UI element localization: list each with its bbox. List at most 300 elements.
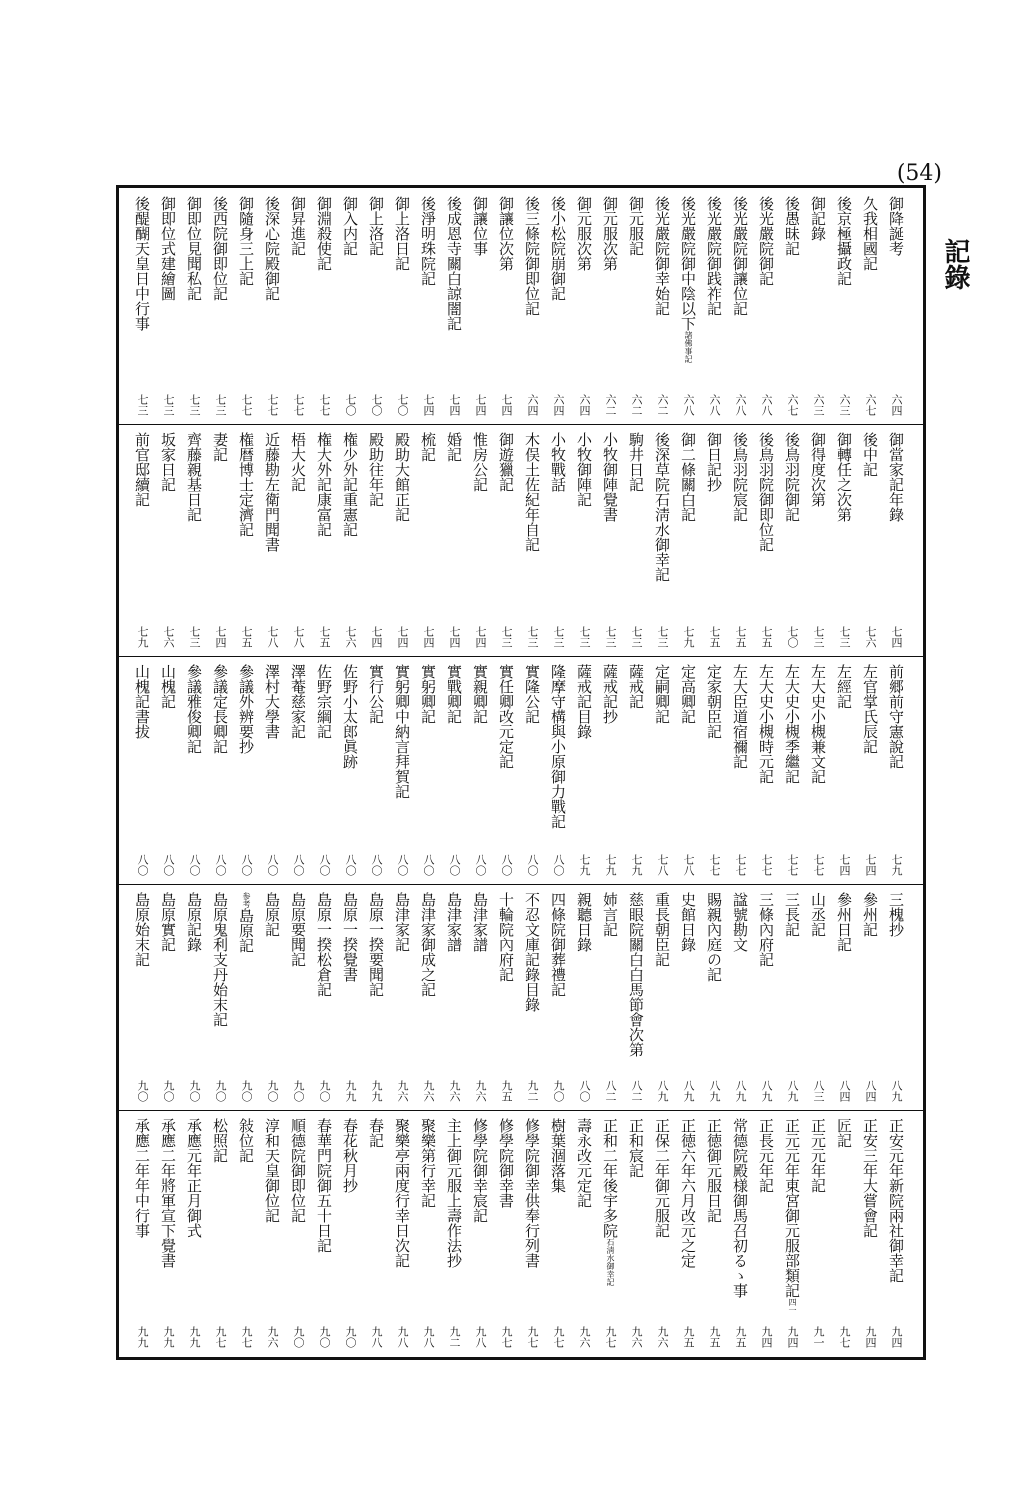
entry-title — [678, 432, 698, 624]
entry-title — [288, 664, 308, 852]
entry-title — [184, 892, 204, 1078]
entry-page-number: 七八 — [292, 626, 305, 648]
entry-page-number: 七九 — [682, 626, 695, 648]
entry-title-text: 諡號勘文 — [731, 892, 749, 952]
entry-title-text: 實隆公記 — [523, 664, 541, 724]
entry-title-text: 左大史小槻兼文記 — [809, 664, 827, 784]
entry-title — [522, 1118, 542, 1324]
entry-title-text: 御即位見聞私記 — [185, 196, 203, 301]
entry-page-number: 七四 — [422, 394, 435, 416]
entry-title — [210, 892, 230, 1078]
entry-title — [288, 1118, 308, 1324]
entry-title-text: 正安三年大嘗會記 — [861, 1118, 879, 1238]
entry-title — [782, 1118, 802, 1324]
entry-title-text: 左大史小槻季繼記 — [783, 664, 801, 784]
entry-page-number: 八四 — [864, 1080, 877, 1102]
entry-title-text: 左經記 — [835, 664, 853, 709]
entry-title-text: 春記 — [367, 1118, 385, 1148]
entry-title — [210, 432, 230, 624]
entry-title-text: 惟房公記 — [471, 432, 489, 492]
entry-page-number: 九〇 — [266, 1080, 279, 1102]
entry-page-number: 七七 — [318, 394, 331, 416]
entry-page-number: 八〇 — [344, 854, 357, 876]
entry-page-number: 六三 — [838, 394, 851, 416]
entry-page-number: 八九 — [708, 1080, 721, 1102]
entry-title-text: 佐野小太郎眞跡 — [341, 664, 359, 769]
entry-title-text: 御降誕考 — [887, 196, 905, 256]
entry-page-number: 九四 — [760, 1326, 773, 1348]
entry-title — [444, 432, 464, 624]
entry-page-number: 七三 — [526, 626, 539, 648]
entry-page-number: 七三 — [812, 626, 825, 648]
entry-page-number: 七五 — [240, 626, 253, 648]
entry-title — [886, 432, 906, 624]
entry-title-text: 敍位記 — [237, 1118, 255, 1163]
entry-title — [314, 892, 334, 1078]
entry-title-text: 春華門院御五十日記 — [315, 1118, 333, 1253]
entry-title — [626, 892, 646, 1078]
entry-page-number: 八〇 — [500, 854, 513, 876]
entry-title — [158, 892, 178, 1078]
entry-page-number: 九〇 — [552, 1080, 565, 1102]
entry-page-number: 九七 — [526, 1326, 539, 1348]
entry-title-text: 慈眼院關白白馬節會次第 — [627, 892, 645, 1057]
entry-title-text: 實行公記 — [367, 664, 385, 724]
entry-title-text: 正長元年記 — [757, 1118, 775, 1193]
entry-title-text: 島原一揆松倉記 — [315, 892, 333, 997]
entry-title — [366, 664, 386, 852]
entry-page-number: 七四 — [448, 394, 461, 416]
entry-title — [782, 892, 802, 1078]
entry-title — [262, 664, 282, 852]
entry-title — [678, 196, 698, 392]
entry-title — [678, 664, 698, 852]
entry-title — [704, 196, 724, 392]
entry-title-text: 承應二年年中行事 — [133, 1118, 151, 1238]
entry-title-text: 匠記 — [835, 1118, 853, 1148]
entry-title-text: 御記錄 — [809, 196, 827, 241]
entry-title — [418, 196, 438, 392]
entry-page-number: 七四 — [448, 626, 461, 648]
entry-page-number: 九六 — [578, 1326, 591, 1348]
entry-page-number: 七六 — [864, 626, 877, 648]
entry-title-text: 島原記 — [237, 908, 255, 953]
entry-title-text: 久我相國記 — [861, 196, 879, 271]
entry-page-number: 八〇 — [552, 854, 565, 876]
entry-title — [496, 432, 516, 624]
entry-title — [210, 664, 230, 852]
entry-title — [184, 664, 204, 852]
entry-title — [262, 432, 282, 624]
entry-page-number: 九九 — [344, 1080, 357, 1102]
entry-page-number: 七四 — [500, 394, 513, 416]
entry-title-text: 實任卿改元定記 — [497, 664, 515, 769]
entry-title — [600, 432, 620, 624]
entry-title — [262, 1118, 282, 1324]
entry-page-number: 九〇 — [240, 1080, 253, 1102]
entry-title-text: 春花秋月抄 — [341, 1118, 359, 1193]
entry-page-number: 六八 — [682, 394, 695, 416]
entry-title — [886, 196, 906, 392]
entry-title — [574, 196, 594, 392]
entry-page-number: 七三 — [136, 394, 149, 416]
entry-page-number: 七三 — [604, 626, 617, 648]
entry-title — [756, 1118, 776, 1324]
entry-page-number: 九八 — [422, 1326, 435, 1348]
entry-page-number: 九六 — [474, 1080, 487, 1102]
entry-title-text: 重長朝臣記 — [653, 892, 671, 967]
band-divider — [116, 1110, 926, 1111]
entry-page-number: 七七 — [240, 394, 253, 416]
entry-title-text: 島原記錄 — [185, 892, 203, 952]
entry-title-text: 樹葉涸落集 — [549, 1118, 567, 1193]
entry-page-number: 七七 — [266, 394, 279, 416]
entry-title — [288, 432, 308, 624]
entry-page-number: 九七 — [552, 1326, 565, 1348]
entry-title-text: 島原鬼利支丹始末記 — [211, 892, 229, 1027]
entry-title-text: 後鳥羽院御記 — [783, 432, 801, 522]
entry-page-number: 七五 — [708, 626, 721, 648]
entry-page-number: 八九 — [760, 1080, 773, 1102]
entry-title — [392, 196, 412, 392]
entry-title — [392, 1118, 412, 1324]
entry-page-number: 九〇 — [292, 1326, 305, 1348]
entry-title-text: 御日記抄 — [705, 432, 723, 492]
entry-title-text: 正和宸記 — [627, 1118, 645, 1178]
entry-page-number: 八〇 — [188, 854, 201, 876]
entry-title — [340, 664, 360, 852]
entry-title — [808, 196, 828, 392]
entry-title-text: 左大臣道宿禰記 — [731, 664, 749, 769]
entry-title — [756, 892, 776, 1078]
entry-page-number: 七三 — [500, 626, 513, 648]
entry-title — [678, 1118, 698, 1324]
entry-title — [860, 1118, 880, 1324]
entry-title — [886, 1118, 906, 1324]
entry-title — [756, 196, 776, 392]
entry-title-text: 島原始末記 — [133, 892, 151, 967]
entry-title-text: 實戰卿記 — [445, 664, 463, 724]
entry-page-number: 八九 — [890, 1080, 903, 1102]
entry-title — [236, 196, 256, 392]
entry-title — [158, 664, 178, 852]
entry-title-text: 正保二年御元服記 — [653, 1118, 671, 1238]
entry-page-number: 七七 — [708, 854, 721, 876]
entry-page-number: 九〇 — [318, 1326, 331, 1348]
entry-title-prefix: 参考 — [242, 892, 251, 908]
entry-page-number: 七八 — [266, 626, 279, 648]
entry-title-text: 権大外記康富記 — [315, 432, 333, 537]
entry-title — [548, 432, 568, 624]
entry-page-number: 八二 — [630, 1080, 643, 1102]
band-divider — [116, 424, 926, 425]
entry-page-number: 九〇 — [214, 1080, 227, 1102]
entry-page-number: 六二 — [604, 394, 617, 416]
entry-title — [730, 432, 750, 624]
entry-title — [548, 664, 568, 852]
entry-page-number: 八九 — [734, 1080, 747, 1102]
entry-title-text: 後西院御即位記 — [211, 196, 229, 301]
entry-title-text: 島原一揆要聞記 — [367, 892, 385, 997]
entry-page-number: 七三 — [552, 626, 565, 648]
entry-title-text: 不忍文庫記錄目錄 — [523, 892, 541, 1012]
entry-title — [366, 892, 386, 1078]
entry-title-text: 山槐記書拔 — [133, 664, 151, 739]
entry-title-text: 後光嚴院御践祚記 — [705, 196, 723, 316]
entry-title — [834, 432, 854, 624]
entry-page-number: 九〇 — [318, 1080, 331, 1102]
entry-title — [470, 664, 490, 852]
entry-page-number: 七〇 — [786, 626, 799, 648]
entry-page-number: 七四 — [474, 394, 487, 416]
entry-title — [392, 432, 412, 624]
entry-title-text: 権暦博士定濟記 — [237, 432, 255, 537]
entry-title-text: 御二條關白記 — [679, 432, 697, 522]
entry-page-number: 七〇 — [370, 394, 383, 416]
entry-page-number: 八〇 — [318, 854, 331, 876]
entry-page-number: 九五 — [500, 1080, 513, 1102]
entry-title — [210, 1118, 230, 1324]
entry-title-text: 松照記 — [211, 1118, 229, 1163]
entry-title — [730, 892, 750, 1078]
entry-title-text: 修學院御幸書 — [497, 1118, 515, 1208]
entry-page-number: 九九 — [162, 1326, 175, 1348]
entry-title-text: 御昇進記 — [289, 196, 307, 256]
entry-page-number: 七九 — [136, 626, 149, 648]
entry-title — [366, 432, 386, 624]
entry-page-number: 九五 — [708, 1326, 721, 1348]
band-divider — [116, 656, 926, 657]
entry-page-number: 七六 — [344, 626, 357, 648]
entry-title-text: 實躬卿記 — [419, 664, 437, 724]
entry-title-text: 薩戒記目錄 — [575, 664, 593, 739]
entry-title-text: 御元服記 — [627, 196, 645, 256]
entry-title-text: 壽永改元定記 — [575, 1118, 593, 1208]
entry-page-number: 七四 — [422, 626, 435, 648]
entry-title-text: 島原一揆覺書 — [341, 892, 359, 982]
entry-title — [236, 664, 256, 852]
entry-title-text: 正元元年東宮御元服部類記 — [783, 1118, 801, 1298]
entry-page-number: 九〇 — [188, 1080, 201, 1102]
entry-title-text: 小牧御陣記 — [575, 432, 593, 507]
entry-title-text: 承應元年正月御式 — [185, 1118, 203, 1238]
entry-page-number: 八三 — [812, 1080, 825, 1102]
entry-title-text: 左大史小槻時元記 — [757, 664, 775, 784]
entry-title — [730, 196, 750, 392]
entry-title-text: 定高卿記 — [679, 664, 697, 724]
entry-page-number: 九四 — [890, 1326, 903, 1348]
entry-page-number: 七四 — [890, 626, 903, 648]
entry-title — [470, 1118, 490, 1324]
entry-title-text: 正安元年新院兩社御幸記 — [887, 1118, 905, 1283]
entry-title-text: 御淵殺使記 — [315, 196, 333, 271]
entry-title — [262, 196, 282, 392]
entry-page-number: 七五 — [760, 626, 773, 648]
entry-page-number: 八〇 — [370, 854, 383, 876]
entry-page-number: 七四 — [864, 854, 877, 876]
entry-title-extra: 四一 — [788, 1298, 797, 1314]
entry-title-text: 後三條院御即位記 — [523, 196, 541, 316]
entry-page-number: 七四 — [474, 626, 487, 648]
entry-page-number: 九八 — [370, 1326, 383, 1348]
entry-title — [184, 432, 204, 624]
entry-page-number: 八九 — [656, 1080, 669, 1102]
entry-page-number: 八〇 — [214, 854, 227, 876]
entry-title-text: 淳和天皇御位記 — [263, 1118, 281, 1223]
entry-title — [574, 892, 594, 1078]
entry-page-number: 九四 — [786, 1326, 799, 1348]
entry-title-text: 修學院御幸宸記 — [471, 1118, 489, 1223]
entry-title — [626, 1118, 646, 1324]
entry-title — [314, 1118, 334, 1324]
entry-title-text: 前郷前守憲說記 — [887, 664, 905, 769]
entry-title — [574, 1118, 594, 1324]
entry-title-text: 三條內府記 — [757, 892, 775, 967]
entry-title-text: 後深心院殿御記 — [263, 196, 281, 301]
entry-title-text: 四條院御葬禮記 — [549, 892, 567, 997]
entry-page-number: 七四 — [214, 626, 227, 648]
entry-title — [158, 1118, 178, 1324]
entry-page-number: 七八 — [656, 854, 669, 876]
entry-title-text: 十輪院內府記 — [497, 892, 515, 982]
entry-title-text: 後成恩寺關白諒闇記 — [445, 196, 463, 331]
entry-title-text: 御隨身三上記 — [237, 196, 255, 286]
entry-page-number: 九二 — [448, 1326, 461, 1348]
entry-title-text: 御讓位次第 — [497, 196, 515, 271]
entry-page-number: 七三 — [188, 626, 201, 648]
entry-title-text: 後鳥羽院宸記 — [731, 432, 749, 522]
page-number: (54) — [896, 161, 942, 186]
entry-title — [652, 1118, 672, 1324]
entry-title-text: 聚樂亭兩度行幸日次記 — [393, 1118, 411, 1268]
entry-page-number: 六四 — [890, 394, 903, 416]
entry-page-number: 九〇 — [162, 1080, 175, 1102]
entry-title — [886, 892, 906, 1078]
entry-title-text: 婚記 — [445, 432, 463, 462]
entry-page-number: 八〇 — [266, 854, 279, 876]
entry-page-number: 九八 — [396, 1326, 409, 1348]
entry-title — [704, 432, 724, 624]
entry-title — [444, 892, 464, 1078]
entry-title — [808, 892, 828, 1078]
entry-page-number: 六八 — [760, 394, 773, 416]
entry-title — [886, 664, 906, 852]
entry-title-text: 姉言記 — [601, 892, 619, 937]
entry-page-number: 七三 — [630, 626, 643, 648]
entry-title-text: 薩戒記 — [627, 664, 645, 709]
entry-title — [340, 432, 360, 624]
entry-title — [184, 1118, 204, 1324]
entry-title — [834, 196, 854, 392]
entry-page-number: 七九 — [630, 854, 643, 876]
entry-page-number: 六三 — [812, 394, 825, 416]
entry-page-number: 六七 — [864, 394, 877, 416]
entry-page-number: 八九 — [682, 1080, 695, 1102]
entry-title-text: 島原實記 — [159, 892, 177, 952]
entry-title-text: 梳記 — [419, 432, 437, 462]
entry-title — [704, 892, 724, 1078]
entry-page-number: 九九 — [136, 1326, 149, 1348]
entry-page-number: 七〇 — [344, 394, 357, 416]
entry-page-number: 九五 — [682, 1326, 695, 1348]
entry-title-text: 島津家記 — [393, 892, 411, 952]
entry-title-text: 権少外記重憲記 — [341, 432, 359, 537]
entry-page-number: 六四 — [552, 394, 565, 416]
entry-title — [782, 664, 802, 852]
entry-title — [184, 196, 204, 392]
entry-title-text: 駒井日記 — [627, 432, 645, 492]
entry-title — [808, 664, 828, 852]
entry-title-text: 御讓位事 — [471, 196, 489, 256]
entry-page-number: 七七 — [812, 854, 825, 876]
entry-page-number: 七九 — [578, 854, 591, 876]
entry-title — [522, 892, 542, 1078]
entry-title-text: 御遊獵記 — [497, 432, 515, 492]
entry-page-number: 七九 — [604, 854, 617, 876]
entry-title — [834, 892, 854, 1078]
entry-title-text: 後光嚴院御讓位記 — [731, 196, 749, 316]
entry-page-number: 七九 — [890, 854, 903, 876]
entry-title — [288, 892, 308, 1078]
entry-title — [210, 196, 230, 392]
entry-title-text: 參州日記 — [835, 892, 853, 952]
entry-page-number: 九一 — [812, 1326, 825, 1348]
entry-page-number: 七四 — [838, 854, 851, 876]
entry-title-text: 後愚昧記 — [783, 196, 801, 256]
entry-title-text: 後深草院石淸水御幸記 — [653, 432, 671, 582]
entry-title — [600, 196, 620, 392]
entry-title — [652, 432, 672, 624]
entry-title-note: 石淸水御幸記 — [606, 1238, 615, 1286]
entry-title — [288, 196, 308, 392]
entry-title-text: 修學院御幸供奉行列書 — [523, 1118, 541, 1268]
entry-title — [236, 432, 256, 624]
entry-title — [340, 196, 360, 392]
entry-page-number: 九八 — [474, 1326, 487, 1348]
entry-title — [626, 664, 646, 852]
entry-title — [314, 664, 334, 852]
entry-title — [652, 196, 672, 392]
entry-title-text: 正徳御元服日記 — [705, 1118, 723, 1223]
entry-page-number: 八九 — [786, 1080, 799, 1102]
entry-title — [132, 196, 152, 392]
entry-title-text: 小牧御陣覺書 — [601, 432, 619, 522]
entry-page-number: 九四 — [864, 1326, 877, 1348]
entry-page-number: 七七 — [786, 854, 799, 876]
entry-title-text: 御當家記年錄 — [887, 432, 905, 522]
entry-page-number: 八〇 — [240, 854, 253, 876]
entry-title — [704, 664, 724, 852]
entry-title-text: 賜親內庭の記 — [705, 892, 723, 982]
entry-page-number: 九六 — [448, 1080, 461, 1102]
entry-title-text: 御即位式建繪圖 — [159, 196, 177, 301]
entry-title — [522, 432, 542, 624]
entry-title — [496, 1118, 516, 1324]
entry-title-text: 後京極攝政記 — [835, 196, 853, 286]
entry-title-text: 山槐記 — [159, 664, 177, 709]
entry-title-text: 御上洛日記 — [393, 196, 411, 271]
entry-title-text: 順德院御即位記 — [289, 1118, 307, 1223]
entry-title — [366, 1118, 386, 1324]
entry-title-text: 三長記 — [783, 892, 801, 937]
entry-title-text: 參議外辨要抄 — [237, 664, 255, 754]
entry-page-number: 七五 — [734, 626, 747, 648]
entry-title — [418, 892, 438, 1078]
entry-title — [340, 892, 360, 1078]
entry-page-number: 七三 — [838, 626, 851, 648]
entry-title — [600, 892, 620, 1078]
entry-title — [756, 432, 776, 624]
